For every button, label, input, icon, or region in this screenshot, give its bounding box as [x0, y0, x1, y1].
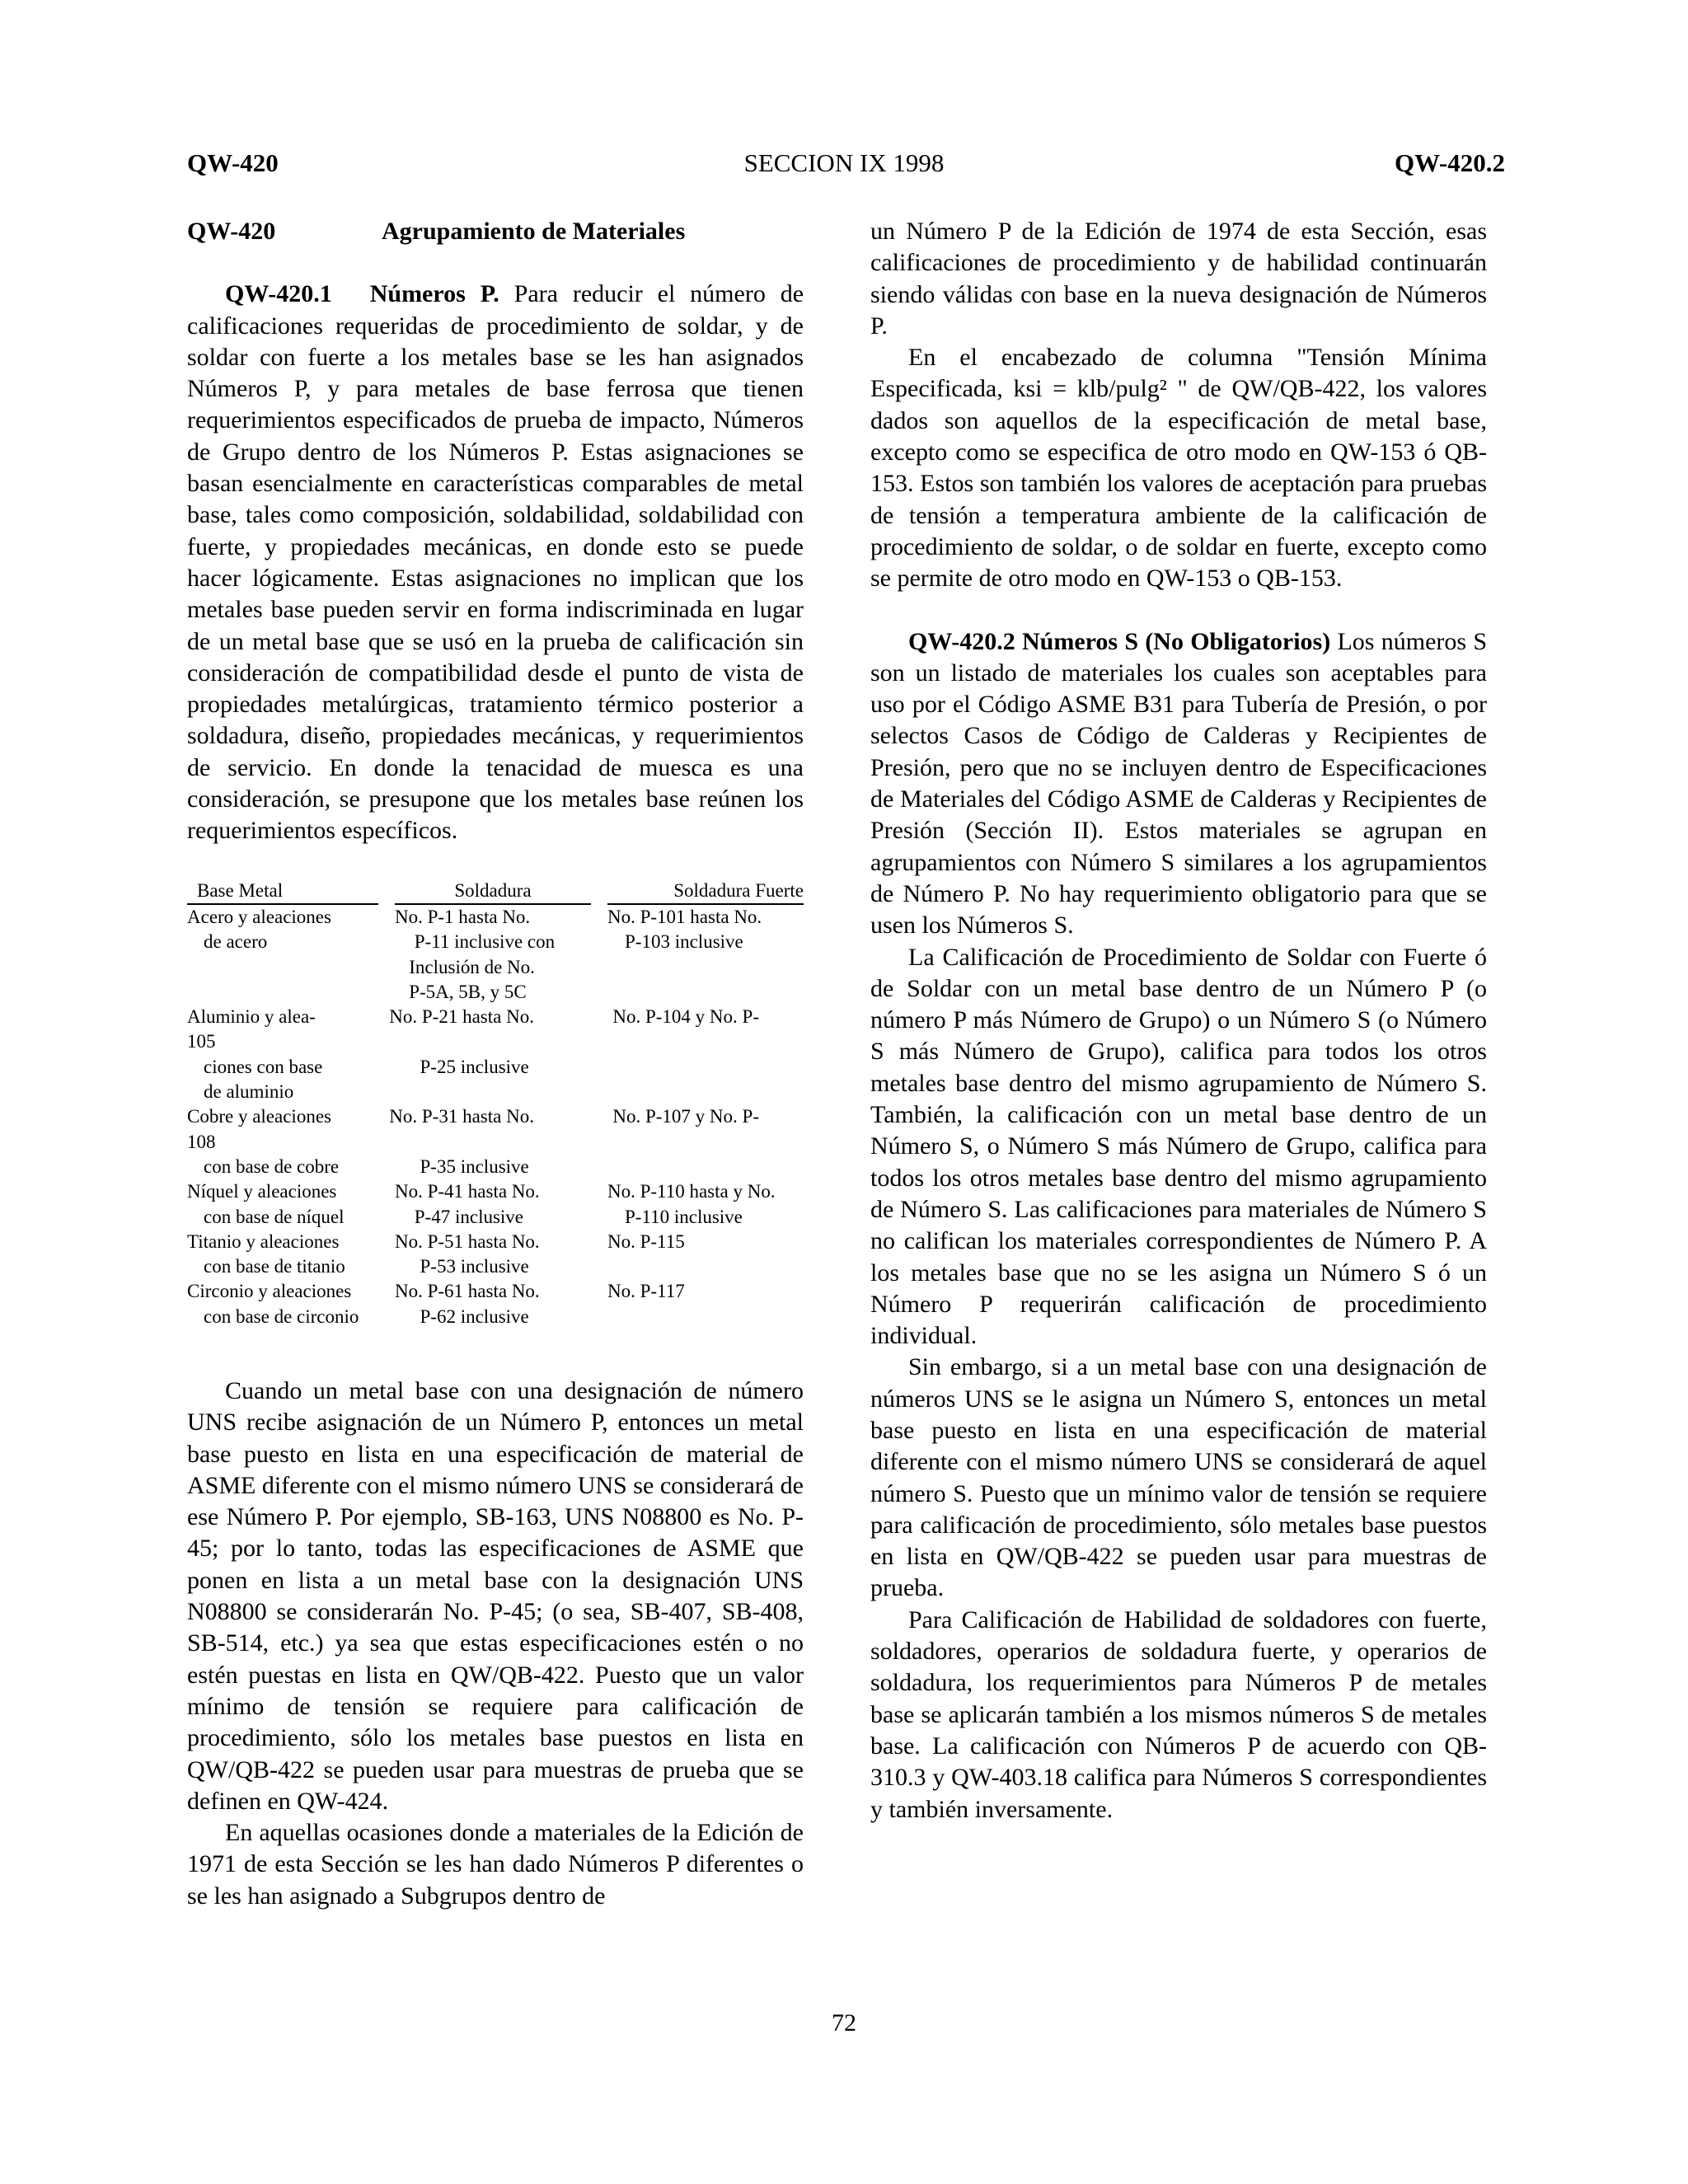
table-cell: Circonio y aleaciones — [187, 1281, 352, 1302]
subsection-number: QW-420.1 — [225, 280, 332, 308]
table-cell: No. P-1 hasta No. — [395, 906, 531, 927]
table-row — [187, 1230, 804, 1254]
table-cell — [187, 955, 387, 980]
table-cell: P-110 inclusive — [625, 1206, 743, 1227]
table-cell: P-62 inclusive — [420, 1305, 529, 1327]
table-cell — [612, 1080, 804, 1104]
paragraph-1971-edition: En aquellas ocasiones donde a materiales de la Edición de 1971 de esta Sección se les han dado Números P diferentes o se les han asignado a Subgrupos dentro de — [187, 1819, 804, 1910]
table-cell: No. P-21 hasta No. — [389, 1006, 534, 1028]
table-row — [187, 1130, 804, 1155]
section-number: QW-420 — [187, 218, 276, 245]
table-cell: P-47 inclusive — [414, 1206, 524, 1227]
table-cell — [406, 1080, 612, 1104]
table-cell: con base de cobre — [204, 1155, 340, 1177]
table-cell: P-11 inclusive con — [414, 931, 556, 953]
table-row — [187, 1104, 804, 1129]
table-cell: No. P-101 hasta No. — [607, 906, 762, 927]
subsection-heading: QW-420.2 Números S (No Obligatorios) — [908, 627, 1331, 655]
table-cell — [395, 1029, 607, 1054]
paragraph-tension: En el encabezado de columna "Tensión Mínima Especificada, ksi = klb/pulg² " de QW/QB-422, los valores dados son aquellos de la especificación de metal base, excepto como se especifica de otro modo en QW-153 ó QB-153. Estos son también los valores de aceptación para pruebas de tensión a temperatura ambiente de la calificación de procedimiento de soldar, o de soldar en fuerte, excepto como se permite de otro modo en QW-153 o QB-153. — [870, 344, 1487, 593]
table-cell: con base de circonio — [204, 1305, 359, 1327]
paragraph-performance-qualification: Para Calificación de Habilidad de soldadores con fuerte, soldadores, operarios de soldadura fuerte, y operarios de soldadura, los requerimientos para Números P de metales base se aplicarán también a los mismos números S de metales base. La calificación con Números P de acuerdo con QB-310.3 y QW-403.18 califica para Números S correspondientes y también inversamente. — [870, 1605, 1487, 1823]
table-cell: No. P-61 hasta No. — [395, 1281, 540, 1302]
table-row — [187, 955, 804, 980]
table-cell: No. P-115 — [607, 1230, 685, 1252]
table-header-cell: Base Metal — [187, 879, 378, 905]
table-cell — [614, 955, 804, 980]
paragraph-s-numbers — [870, 626, 1487, 942]
table-header-cell: Soldadura — [395, 879, 591, 905]
table-cell: No. P-31 hasta No. — [389, 1106, 534, 1127]
table-cell — [607, 1130, 804, 1155]
table-cell: No. P-41 hasta No. — [395, 1181, 540, 1202]
table-cell: P-103 inclusive — [625, 931, 743, 953]
materials-table — [187, 879, 804, 1329]
table-cell: Níquel y aleaciones — [187, 1181, 337, 1202]
table-header-row — [187, 879, 804, 905]
table-row — [187, 1055, 804, 1080]
subsection-title: Números P. — [369, 280, 499, 308]
table-cell: Inclusión de No. — [409, 956, 535, 977]
table-cell — [620, 1155, 804, 1179]
table-cell: Aluminio y alea- — [187, 1006, 316, 1028]
paragraph-uns-s-number: Sin embargo, si a un metal base con una designación de números UNS se le asigna un Número S, entonces un metal base puesto en lista en una especificación de material diferente con el mismo número UNS se considerará de aquel número S. Puesto que un mínimo valor de tensión se requiere para calificación de procedimiento, sólo metales base puestos en lista en QW/QB-422 se pueden usar para muestras de prueba. — [870, 1353, 1487, 1602]
table-cell — [620, 1254, 804, 1279]
table-cell: No. P-104 y No. P- — [612, 1006, 759, 1028]
table-row — [187, 1205, 804, 1230]
table-cell — [620, 1055, 804, 1080]
table-cell: No. P-110 hasta y No. — [607, 1181, 776, 1202]
header-section-right: QW-420.2 — [1394, 148, 1505, 177]
table-row — [187, 980, 804, 1005]
section-heading — [187, 216, 804, 247]
paragraph-text: Los números S son un listado de materiales los cuales son aceptables para uso por el Código ASME B31 para Tubería de Presión, o por selectos Casos de Código de Calderas y Recipientes de Presión, pero que no se incluyen dentro de Especificaciones de Materiales del Código ASME de Calderas y Recipientes de Presión (Sección II). Estos materiales se agrupan en agrupamientos con Número S similares a los agrupamientos de Número P. No hay requerimiento obligatorio para que se usen los Números S. — [870, 627, 1488, 940]
table-cell: P-5A, 5B, y 5C — [409, 981, 527, 1002]
table-row — [187, 1279, 804, 1304]
table-cell — [187, 980, 387, 1005]
table-cell: P-25 inclusive — [420, 1056, 529, 1077]
table-row — [187, 1080, 804, 1104]
table-cell — [607, 1029, 804, 1054]
table-cell: con base de titanio — [204, 1256, 345, 1277]
table-cell: Acero y aleaciones — [187, 906, 331, 927]
table-row — [187, 1305, 804, 1329]
table-cell: ciones con base — [204, 1056, 323, 1077]
section-title: Agrupamiento de Materiales — [382, 218, 686, 245]
page-number: 72 — [832, 2009, 856, 2036]
table-cell: 105 — [187, 1031, 216, 1052]
paragraph-text: Para reducir el número de calificaciones requeridas de procedimiento de soldar, y de soldar con fuerte a los metales base se les han asignados Números P, y para metales de base ferrosa que tienen requerimientos especificados de prueba de impacto, Números de Grupo dentro de los Números P. Estas asignaciones se basan esencialmente en características comparables de metal base, tales como composición, soldabilidad, soldabilidad con fuerte, y propiedades mecánicas, en donde esto se puede hacer lógicamente. Estas asignaciones no implican que los metales base pueden servir en forma indiscriminada en lugar de un metal base que se usó en la prueba de calificación sin consideración de compatibilidad desde el punto de vista de propiedades metalúrgicas, tratamiento térmico posterior a soldadura, diseño, propiedades mecánicas, y requerimientos de servicio. En donde la tenacidad de muesca es una consideración, se presupone que los metales base reúnen los requerimientos específicos. — [187, 280, 804, 845]
table-cell: Cobre y aleaciones — [187, 1106, 331, 1127]
table-row — [187, 1155, 804, 1179]
table-cell — [614, 980, 804, 1005]
left-column — [187, 216, 804, 1912]
table-cell: No. P-117 — [607, 1281, 685, 1302]
table-cell: de acero — [204, 931, 268, 953]
table-row — [187, 1179, 804, 1204]
table-cell — [620, 1305, 804, 1329]
table-row — [187, 905, 804, 930]
table-header-cell: Soldadura Fuerte — [607, 879, 804, 905]
table-cell: 108 — [187, 1131, 216, 1152]
table-row — [187, 1029, 804, 1054]
header-section-left: QW-420 — [187, 148, 279, 177]
paragraph-p-numbers — [187, 279, 804, 846]
table-cell: con base de níquel — [204, 1206, 345, 1227]
table-cell: No. P-107 y No. P- — [612, 1106, 759, 1127]
table-cell: P-53 inclusive — [420, 1256, 529, 1277]
header-title: SECCION IX 1998 — [743, 148, 945, 177]
table-cell: No. P-51 hasta No. — [395, 1230, 540, 1252]
table-row — [187, 1254, 804, 1279]
table-cell: de aluminio — [204, 1081, 294, 1103]
table-cell — [395, 1130, 607, 1155]
table-cell: P-35 inclusive — [420, 1155, 529, 1177]
right-column — [870, 216, 1487, 1825]
paragraph-uns: Cuando un metal base con una designación de número UNS recibe asignación de un Número P, entonces un metal base puesto en lista en una especificación de material de ASME diferente con el mismo número UNS se considerará de ese Número P. Por ejemplo, SB-163, UNS N08800 es No. P-45; por lo tanto, todas las especificaciones de ASME que ponen en lista a un metal base con la designación UNS N08800 se considerarán No. P-45; (o sea, SB-407, SB-408, SB-514, etc.) ya sea que estas especificaciones estén o no estén puestas en lista en QW/QB-422. Puesto que un valor mínimo de tensión se requiere para calificación de procedimiento, sólo los metales base puestos en lista en QW/QB-422 se pueden usar para muestras de prueba que se definen en QW-424. — [187, 1376, 804, 1815]
paragraph-procedure-qualification: La Calificación de Procedimiento de Soldar con Fuerte ó de Soldar con un metal base dentro de un Número P (o número P más Número de Grupo) o un Número S (o Número S más Número de Grupo), califica para todos los otros metales base dentro del mismo agrupamiento de Número S. También, la calificación con un metal base dentro de un Número S, o Número S más Número de Grupo, califica para todos los otros metales base dentro del mismo agrupamiento de Número S. Las calificaciones para materiales de Número S no califican los materiales correspondientes de Número P. A los metales base que no se les asigna un Número S ó un Número P requerirán calificación de procedimiento individual. — [870, 943, 1487, 1350]
table-row — [187, 930, 804, 954]
paragraph-continuation: un Número P de la Edición de 1974 de esta Sección, esas calificaciones de procedimiento y de habilidad continuarán siendo válidas con base en la nueva designación de Números P. — [870, 218, 1487, 340]
table-row — [187, 1005, 804, 1029]
table-cell: Titanio y aleaciones — [187, 1230, 340, 1252]
